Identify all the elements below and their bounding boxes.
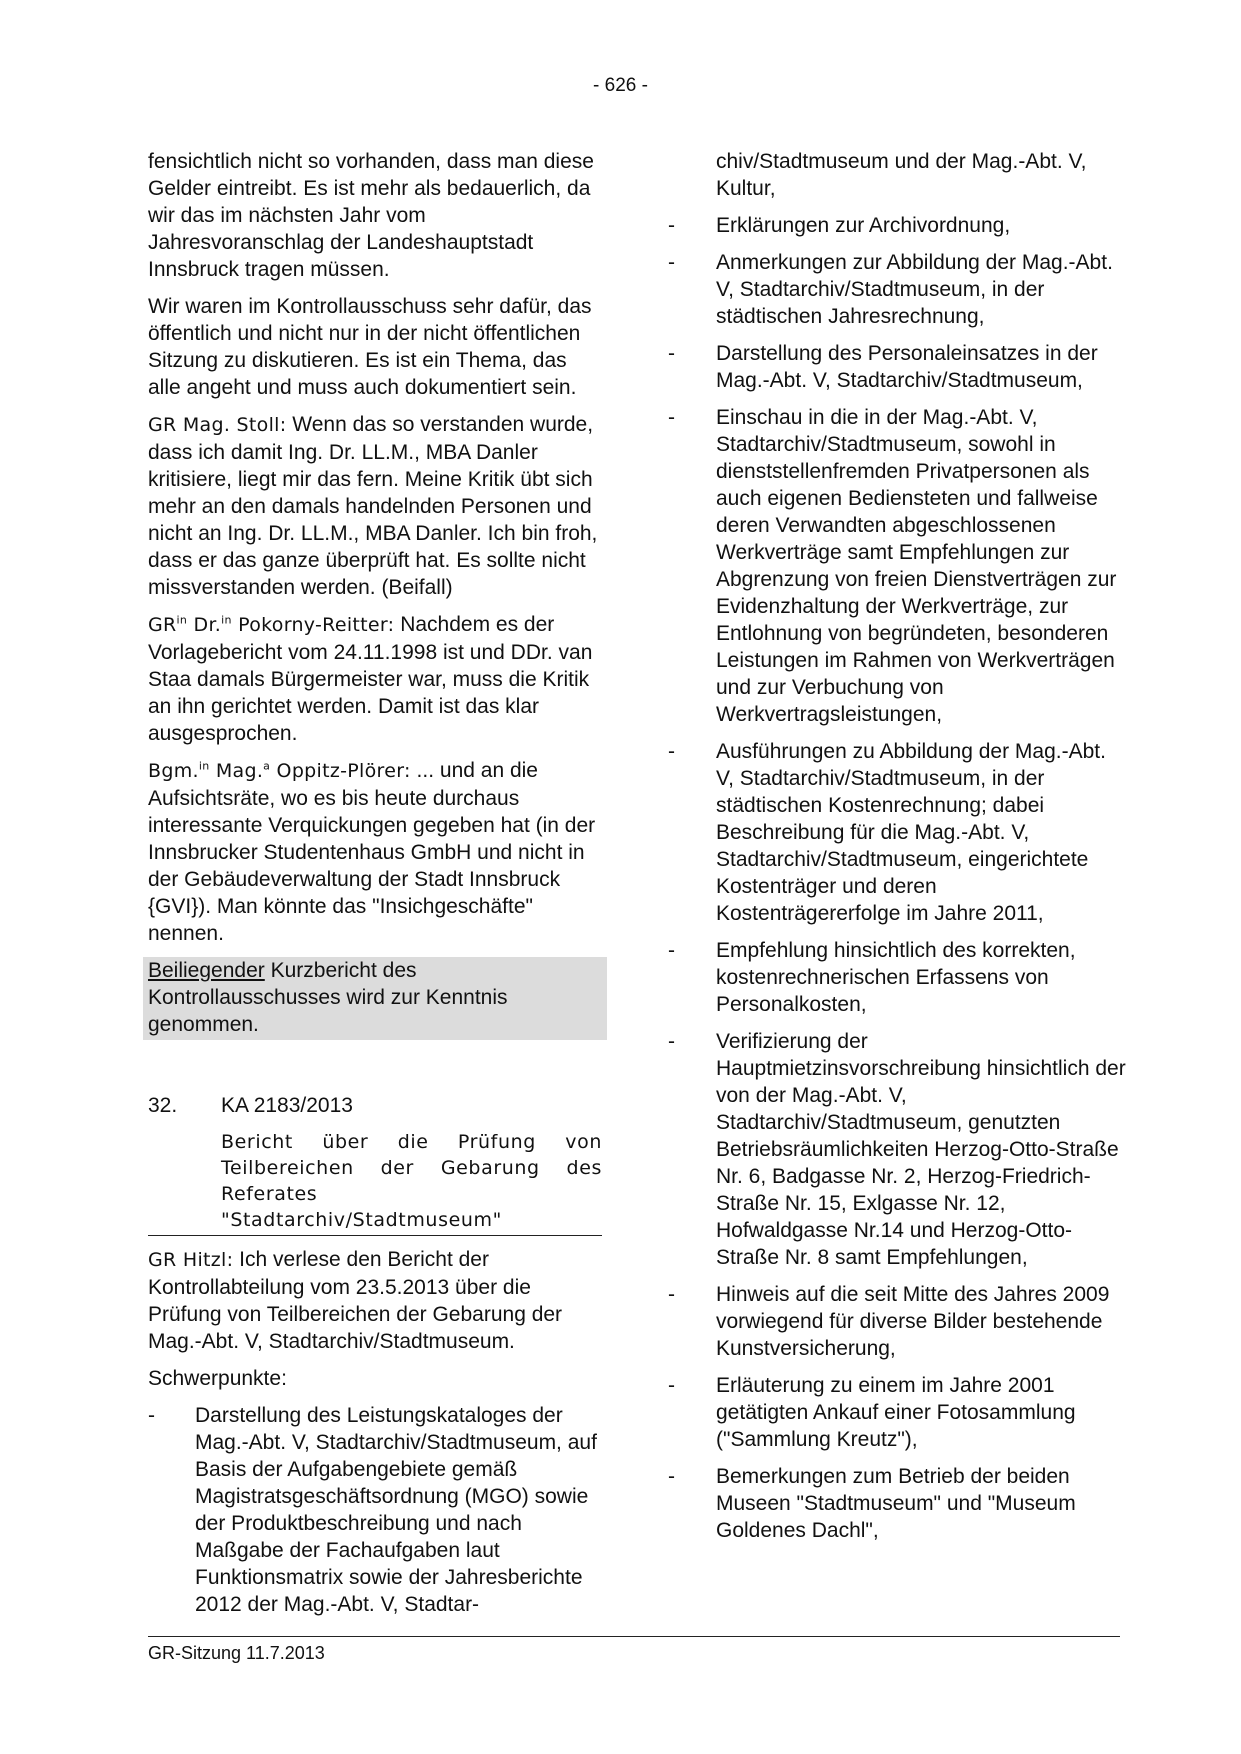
list-item-text: Verifizierung der Hauptmietzinsvorschreibung hinsichtlich der von der Mag.-Abt. V, Stadtarchiv/Stadtmuseum, genutzten Betriebsräumlichkeiten Herzog-Otto-Straße Nr. 6, Badgasse Nr. 2, Herzog-Friedrich-Straße Nr. 15, Exlgasse Nr. 12, Hofwaldgasse Nr.14 und Herzog-Otto-Straße Nr. 8 samt Empfehlungen, <box>716 1030 1126 1269</box>
dash-bullet: - <box>148 1404 155 1427</box>
list-item <box>668 404 1126 728</box>
list-item <box>148 1402 602 1618</box>
focus-list-right <box>668 212 1126 1544</box>
right-column <box>668 148 1126 1554</box>
list-item-text: Erklärungen zur Archivordnung, <box>716 214 1011 237</box>
focus-list-left <box>148 1402 602 1618</box>
list-item <box>668 738 1126 927</box>
item-number: 32. <box>148 1094 178 1117</box>
list-item <box>668 1028 1126 1271</box>
list-item <box>668 1281 1126 1362</box>
list-item-continuation: chiv/Stadtmuseum und der Mag.-Abt. V, Kultur, <box>716 150 1087 200</box>
list-item <box>668 1372 1126 1453</box>
decision-box <box>143 957 607 1040</box>
paragraph: fensichtlich nicht so vorhanden, dass man diese Gelder eintreibt. Es ist mehr als bedauerlich, da wir das im nächsten Jahr vom Jahresvoranschlag der Landeshauptstadt Innsbruck tragen müssen. <box>148 150 594 281</box>
list-item <box>668 212 1126 239</box>
speech-pokorny <box>148 611 602 747</box>
dash-bullet: - <box>668 1283 675 1306</box>
dash-bullet: - <box>668 342 675 365</box>
item-title: Bericht über die Prüfung von Teilbereichen der Gebarung des Referates "Stadtarchiv/Stadtmuseum" <box>148 1129 602 1236</box>
list-item-text: Hinweis auf die seit Mitte des Jahres 2009 vorwiegend für diverse Bilder bestehende Kunstversicherung, <box>716 1283 1110 1360</box>
dash-bullet: - <box>668 740 675 763</box>
speaker-name: Bgm.$^{in}$ Mag.$^a$ Oppitz-Plörer: <box>148 759 411 782</box>
speech-text: ... und an die Aufsichtsräte, wo es bis heute durchaus interessante Verquickungen gegeben hat (in der Innsbrucker Studentenhaus GmbH und nicht in der Gebäudeverwaltung der Stadt Innsbruck {GVI}). Man könnte das "Insichgeschäfte" nennen. <box>148 759 596 945</box>
list-item-text: Darstellung des Personaleinsatzes in der Mag.-Abt. V, Stadtarchiv/Stadtmuseum, <box>716 342 1098 392</box>
focus-label: Schwerpunkte: <box>148 1367 287 1390</box>
agenda-item-header <box>148 1092 602 1119</box>
dash-bullet: - <box>668 251 675 274</box>
speech-text: Nachdem es der Vorlagebericht vom 24.11.1998 ist und DDr. van Staa damals Bürgermeister war, muss die Kritik an ihn gerichtet werden. Damit ist das klar ausgesprochen. <box>148 613 593 745</box>
speech-text: Ich verlese den Bericht der Kontrollabteilung vom 23.5.2013 über die Prüfung von Teilbereichen der Gebarung der Mag.-Abt. V, Stadtarchiv/Stadtmuseum. <box>148 1248 563 1353</box>
page-number: - 626 - <box>593 75 648 96</box>
list-item <box>668 249 1126 330</box>
dash-bullet: - <box>668 406 675 429</box>
decision-underlined: Beiliegender <box>148 959 265 982</box>
speech-stoll <box>148 411 602 601</box>
speech-hitzl <box>148 1246 602 1355</box>
footer-divider <box>148 1636 1120 1637</box>
list-item-text: Darstellung des Leistungskataloges der Mag.-Abt. V, Stadtarchiv/Stadtmuseum, auf Basis der Aufgabengebiete gemäß Magistratsgeschäftsordnung (MGO) sowie der Produktbeschreibung und nach Maßgabe der Fachaufgaben laut Funktionsmatrix sowie der Jahresberichte 2012 der Mag.-Abt. V, Stadtar- <box>195 1404 597 1616</box>
list-item-text: Bemerkungen zum Betrieb der beiden Museen "Stadtmuseum" und "Museum Goldenes Dachl", <box>716 1465 1076 1542</box>
dash-bullet: - <box>668 1374 675 1397</box>
list-item <box>668 1463 1126 1544</box>
dash-bullet: - <box>668 939 675 962</box>
list-item-text: Erläuterung zu einem im Jahre 2001 getätigten Ankauf einer Fotosammlung ("Sammlung Kreutz"), <box>716 1374 1076 1451</box>
paragraph: Wir waren im Kontrollausschuss sehr dafür, das öffentlich und nicht nur in der nicht öffentlichen Sitzung zu diskutieren. Es ist ein Thema, das alle angeht und muss auch dokumentiert sein. <box>148 295 592 399</box>
dash-bullet: - <box>668 1465 675 1488</box>
speaker-name: GR Mag. Stoll: <box>148 414 287 436</box>
decision-text: Kurzbericht des Kontrollausschusses wird zur Kenntnis genommen. <box>148 959 508 1036</box>
item-code: KA 2183/2013 <box>221 1094 353 1117</box>
speaker-name: GR Hitzl: <box>148 1249 234 1271</box>
list-item-text: Ausführungen zu Abbildung der Mag.-Abt. V, Stadtarchiv/Stadtmuseum, in der städtischen Kostenrechnung; dabei Beschreibung für die Mag.-Abt. V, Stadtarchiv/Stadtmuseum, eingerichtete Kostenträger und deren Kostenträgererfolge im Jahre 2011, <box>716 740 1106 925</box>
list-item-text: Anmerkungen zur Abbildung der Mag.-Abt. V, Stadtarchiv/Stadtmuseum, in der städtischen Jahresrechnung, <box>716 251 1113 328</box>
speaker-name: $GR^{in}$ Dr.$^{in}$ Pokorny-Reitter: <box>148 613 395 636</box>
speech-text: Wenn das so verstanden wurde, dass ich damit Ing. Dr. LL.M., MBA Danler kritisiere, liegt mir das fern. Meine Kritik übt sich mehr an den damals handelnden Personen und nicht an Ing. Dr. LL.M., MBA Danler. Ich bin froh, dass er das ganze überprüft hat. Es sollte nicht missverstanden werden. (Beifall) <box>148 413 598 599</box>
list-item <box>668 937 1126 1018</box>
dash-bullet: - <box>668 1030 675 1053</box>
speech-oppitz <box>148 757 602 947</box>
left-column <box>148 148 602 1628</box>
list-item-text: Empfehlung hinsichtlich des korrekten, kostenrechnerischen Erfassens von Personalkosten, <box>716 939 1076 1016</box>
footer-text: GR-Sitzung 11.7.2013 <box>148 1643 325 1663</box>
dash-bullet: - <box>668 214 675 237</box>
list-item <box>668 340 1126 394</box>
list-item-text: Einschau in die in der Mag.-Abt. V, Stadtarchiv/Stadtmuseum, sowohl in dienststellenfremden Privatpersonen als auch eigenen Bediensteten und fallweise deren Verwandten abgeschlossenen Werkverträge samt Empfehlungen zur Abgrenzung von freien Dienstverträgen zur Evidenzhaltung der Werkverträge, zur Entlohnung von begründeten, besonderen Leistungen im Rahmen von Werkverträgen und zur Verbuchung von Werkvertragsleistungen, <box>716 406 1117 726</box>
